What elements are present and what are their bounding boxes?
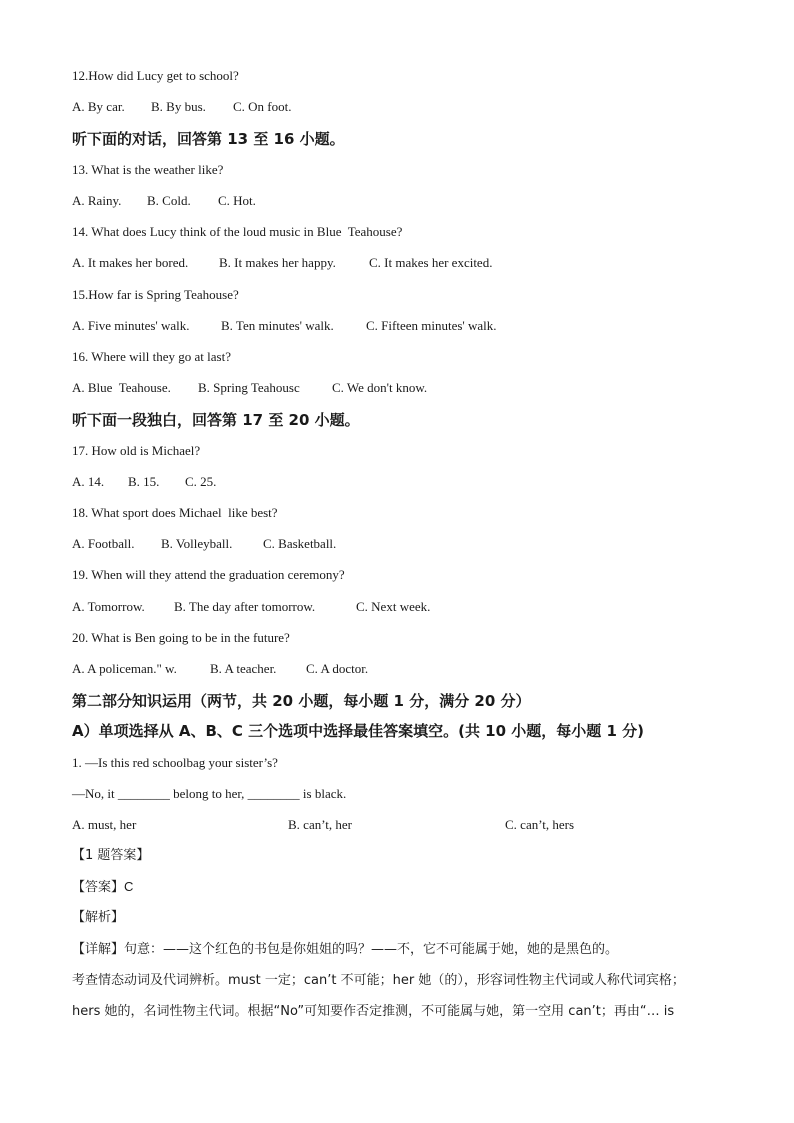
question-12-stem: 12.How did Lucy get to school? [72, 68, 239, 83]
question-13-option-b: B. Cold. [147, 193, 191, 208]
question-17-option-c: C. 25. [185, 474, 217, 489]
question-19-option-b: B. The day after tomorrow. [174, 599, 316, 614]
section-heading-17-20: 听下面一段独白，回答第 17 至 20 小题。 [72, 411, 360, 429]
answer-block-label: 【1 题答案】 [72, 848, 150, 863]
question-14-stem: 14. What does Lucy think of the loud music in Blue Teahouse? [72, 224, 403, 239]
question-13-option-a: A. Rainy. [72, 193, 122, 208]
answer-value: C [124, 879, 134, 894]
question-17-option-b: B. 15. [128, 474, 160, 489]
question-16-option-b: B. Spring Teahousc [198, 380, 300, 395]
question-20-option-a: A. A policeman." w. [72, 661, 177, 676]
part2-question-1-stem: 1. —Is this red schoolbag your sister’s? [72, 755, 278, 770]
question-16-stem: 16. Where will they go at last? [72, 349, 231, 364]
question-20-option-b: B. A teacher. [210, 661, 277, 676]
part2-question-1-option-c: C. can’t, hers [505, 817, 575, 832]
question-18-option-c: C. Basketball. [263, 536, 337, 551]
part-two-title: 第二部分知识运用（两节，共 20 小题，每小题 1 分，满分 20 分） [72, 692, 531, 710]
question-13-option-c: C. Hot. [218, 193, 256, 208]
question-12-option-a: A. By car. [72, 99, 125, 114]
question-13-stem: 13. What is the weather like? [72, 162, 224, 177]
question-14-option-a: A. It makes her bored. [72, 255, 189, 270]
question-12-option-b: B. By bus. [151, 99, 206, 114]
explanation-line-1: 考查情态动词及代词辨析。must 一定；can’t 不可能；her 她（的），形容词性物主代词或人称代词宾格； [72, 973, 685, 988]
explanation-line-2: hers 她的，名词性物主代词。根据“No”可知要作否定推测，不可能属与她，第一空用 can’t；再由“… is [72, 1004, 675, 1019]
question-14-option-c: C. It makes her excited. [369, 255, 493, 270]
analysis-label: 【解析】 [72, 910, 125, 925]
question-12-option-c: C. On foot. [233, 99, 292, 114]
question-16-option-c: C. We don't know. [332, 380, 428, 395]
question-18-stem: 18. What sport does Michael like best? [72, 505, 278, 520]
question-19-option-a: A. Tomorrow. [72, 599, 145, 614]
section-heading-13-16: 听下面的对话，回答第 13 至 16 小题。 [72, 130, 345, 148]
question-18-option-a: A. Football. [72, 536, 135, 551]
question-15-option-c: C. Fifteen minutes' walk. [366, 318, 497, 333]
question-20-stem: 20. What is Ben going to be in the future? [72, 630, 290, 645]
part2-question-1-reply: —No, it ________ belong to her, ________ is black. [72, 786, 347, 801]
part2-question-1-option-a: A. must, her [72, 817, 137, 832]
question-16-option-a: A. Blue Teahouse. [72, 380, 171, 395]
question-15-option-b: B. Ten minutes' walk. [221, 318, 334, 333]
question-15-option-a: A. Five minutes' walk. [72, 318, 190, 333]
question-17-stem: 17. How old is Michael? [72, 443, 201, 458]
question-17-option-a: A. 14. [72, 474, 105, 489]
question-19-option-c: C. Next week. [356, 599, 431, 614]
question-15-stem: 15.How far is Spring Teahouse? [72, 287, 239, 302]
single-choice-instruction: A）单项选择从 A、B、C 三个选项中选择最佳答案填空。(共 10 小题，每小题 1 分) [72, 722, 645, 740]
question-19-stem: 19. When will they attend the graduation ceremony? [72, 567, 345, 582]
answer-line [72, 878, 133, 897]
question-14-option-b: B. It makes her happy. [219, 255, 336, 270]
part2-question-1-option-b: B. can’t, her [288, 817, 353, 832]
answer-label: 【答案】 [72, 880, 125, 895]
question-18-option-b: B. Volleyball. [161, 536, 233, 551]
detail-text: 【详解】句意：——这个红色的书包是你姐姐的吗？——不，它不可能属于她，她的是黑色的。 [72, 942, 619, 957]
question-20-option-c: C. A doctor. [306, 661, 369, 676]
